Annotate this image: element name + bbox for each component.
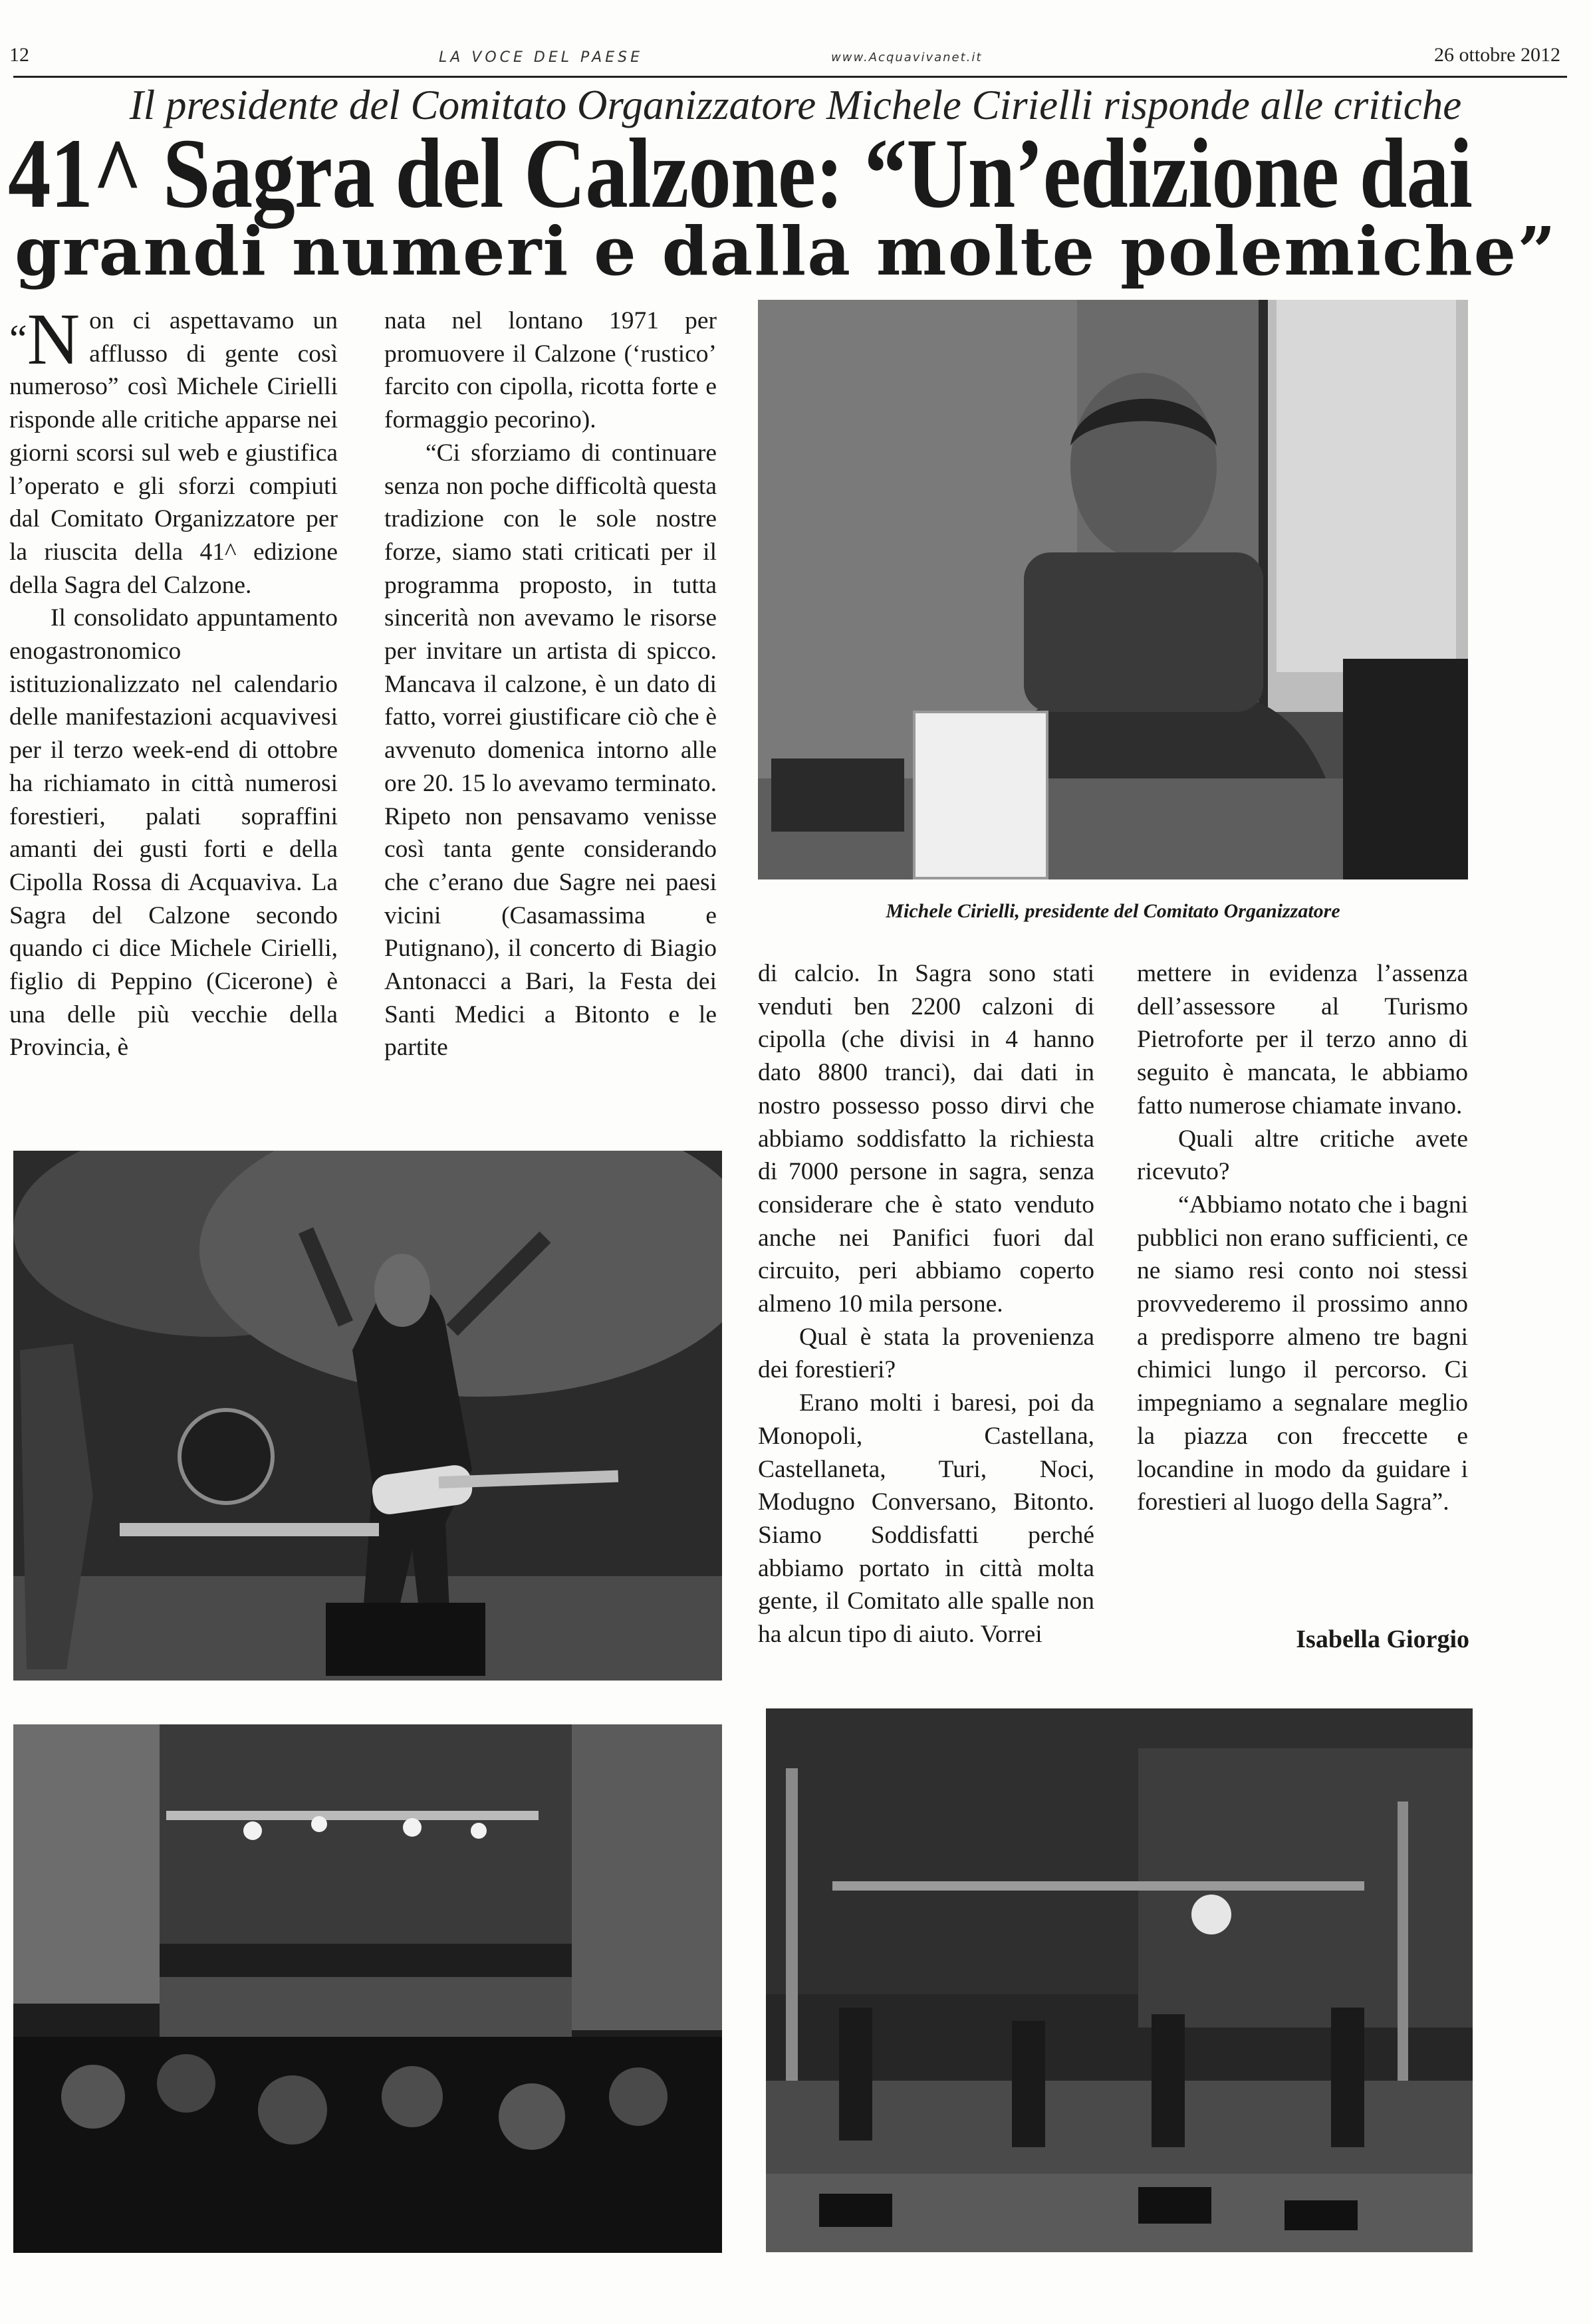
photo-caption: Michele Cirielli, presidente del Comitato Organizzatore [886,900,1340,922]
paragraph: nata nel lontano 1971 per promuovere il Calzone (‘rustico’ farcito con cipolla, ricotta forte e formaggio pecorino). [384,307,717,434]
paragraph: Il consolidato appuntamento enogastronomico istituzionalizzato nel calendario delle manifestazioni acquavivesi per il terzo week-end di ottobre ha richiamato in città numerosi forestieri, palati sopraffini amanti dei gusti forti e della Cipolla Rossa di Acquaviva. La Sagra del Calzone secondo quando ci dice Michele Cirielli, figlio di Peppino (Cicerone) è una delle più vecchie della Provincia, è [9,604,338,1062]
issue-date: 26 ottobre 2012 [1434,44,1560,66]
paragraph: “Ci sforziamo di continuare senza non poche difficoltà questa tradizione con le sole nostre forze, siamo stati criticati per il programma proposto, in tutta sincerità non avevamo le risorse per invitare un artista di spicco. Mancava il calzone, è un dato di fatto, vorrei giustificare ciò che è avvenuto domenica intorno alle ore 20. 15 lo avevamo terminato. Ripeto non pensavamo venisse così tanta gente considerando che c’erano due Sagre nei paesi vicini (Casamassima e Putignano), il concerto di Biagio Antonacci a Bari, la Festa dei Santi Medici a Bitonto e le partite [384,439,717,1062]
author-byline: Isabella Giorgio [1296,1625,1469,1653]
page-number: 12 [9,44,29,66]
article-column-2 [384,304,717,1064]
paragraph: “N on ci aspettavamo un afflusso di gente così numeroso” così Michele Cirielli risponde alle critiche apparse nei giorni scorsi sul web e giustifica l’operato e gli sforzi compiuti dal Comitato Organizzatore per la riuscita della 41^ edizione della Sagra del Calzone. [9,298,338,599]
concert-photo-2-illustration [13,1724,722,2253]
article-column-1 [9,298,338,1064]
paper-name: LA VOCE DEL PAESE [439,49,643,66]
header-rule [13,76,1567,78]
paragraph: di calcio. In Sagra sono stati venduti ben 2200 calzoni di cipolla (che divisi in 4 hanno dato 8800 tranci), dai dati in nostro possesso posso dirvi che abbiamo soddisfatto la richiesta di 7000 persone in sagra, senza considerare che è stato venduto anche nei Panifici fuori dal circuito, peri abbiamo coperto almeno 10 mila persone. [758,960,1094,1318]
portrait-photo-illustration [758,300,1468,879]
article-column-4 [1137,957,1468,1519]
paragraph: “Abbiamo notato che i bagni pubblici non erano sufficienti, ce ne siamo resi conto noi stessi provvederemo il prossimo anno a predisporre almeno tre bagni chimici lungo il percorso. Ci impegniamo a segnalare meglio la piazza con freccette e locandine in modo da guidare i forestieri al luogo della Sagra”. [1137,1191,1468,1516]
paragraph: Qual è stata la provenienza dei forestieri? [758,1323,1094,1384]
concert-photo-1 [13,1151,722,1681]
paragraph: Erano molti i baresi, poi da Monopoli, Castellana, Castellaneta, Turi, Noci, Modugno Conversano, Bitonto. Siamo Soddisfatti perché abbiamo portato in città molta gente, il Comitato alle spalle non ha alcun tipo di aiuto. Vorrei [758,1389,1094,1649]
website-link[interactable]: www.Acquavivanet.it [831,51,983,64]
paragraph: mettere in evidenza l’assenza dell’assessore al Turismo Pietroforte per il terzo anno di seguito è mancata, le abbiamo fatto numerose chiamate invano. [1137,960,1468,1119]
concert-photo-2 [13,1724,722,2253]
paragraph: Quali altre critiche avete ricevuto? [1137,1125,1468,1186]
concert-photo-3-illustration [766,1708,1473,2252]
portrait-photo [758,300,1468,879]
concert-photo-3 [766,1708,1473,2252]
concert-photo-1-illustration [13,1151,722,1681]
drop-cap: “N [9,298,80,380]
article-kicker: Il presidente del Comitato Organizzatore Michele Cirielli risponde alle critiche [129,82,1462,128]
article-column-3 [758,957,1094,1651]
headline-line-1: 41^ Sagra del Calzone: “Un’edizione dai [8,118,1473,229]
headline-line-2: grandi numeri e dalla molte polemiche” [15,212,1557,290]
